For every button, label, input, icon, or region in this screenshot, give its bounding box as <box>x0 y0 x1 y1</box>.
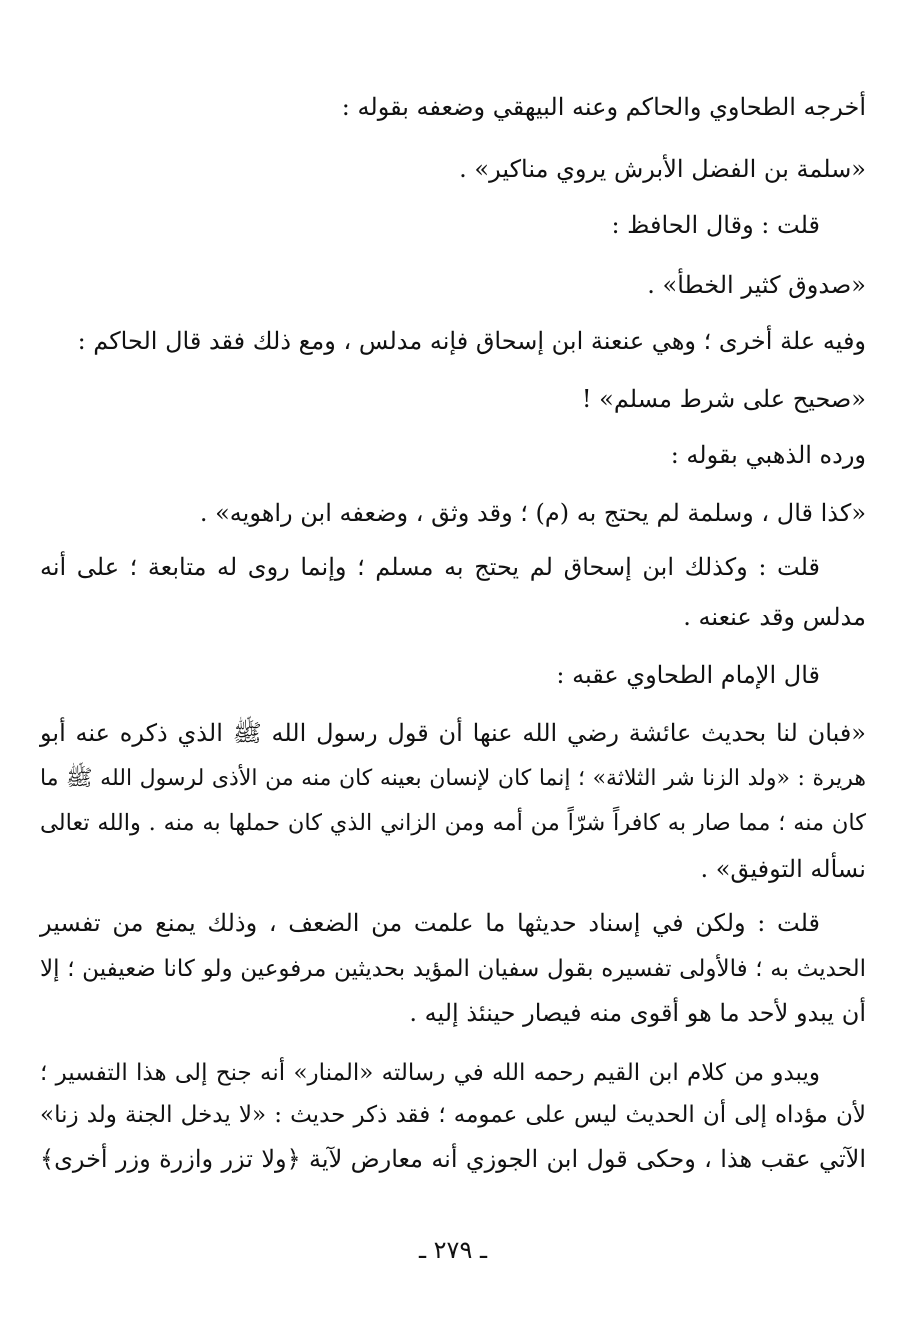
text-line: وفيه علة أخرى ؛ وهي عنعنة ابن إسحاق فإنه مدلس ، ومع ذلك فقد قال الحاكم : <box>77 327 866 355</box>
quote-line: «صدوق كثير الخطأ» . <box>647 271 866 299</box>
text-line: مدلس وقد عنعنه . <box>683 603 866 631</box>
text-line: قلت : وقال الحافظ : <box>611 211 820 239</box>
text-line: أخرجه الطحاوي والحاكم وعنه البيهقي وضعفه بقوله : <box>341 93 866 121</box>
quote-line: «كذا قال ، وسلمة لم يحتج به (م) ؛ وقد وثق ، وضعفه ابن راهويه» . <box>199 499 866 527</box>
quote-line: «سلمة بن الفضل الأبرش يروي مناكير» . <box>459 155 866 183</box>
text-line: ورده الذهبي بقوله : <box>670 441 866 469</box>
text-line: قال الإمام الطحاوي عقبه : <box>556 661 820 689</box>
quote-line: نسأله التوفيق» . <box>700 855 866 883</box>
quote-line: «فبان لنا بحديث عائشة رضي الله عنها أن قول رسول الله ﷺ الذي ذكره عنه أبو <box>40 719 866 747</box>
text-line: الحديث به ؛ فالأولى تفسيره بقول سفيان المؤيد بحديثين مرفوعين ولو كانا ضعيفين ؛ إلا <box>40 956 866 982</box>
text-line: لأن مؤداه إلى أن الحديث ليس على عمومه ؛ فقد ذكر حديث : «لا يدخل الجنة ولد زنا» <box>40 1102 866 1128</box>
quote-line: كان منه ؛ مما صار به كافراً شرّاً من أمه ومن الزاني الذي كان حملها به منه . والله تعالى <box>40 810 866 836</box>
text-line: ويبدو من كلام ابن القيم رحمه الله في رسالته «المنار» أنه جنح إلى هذا التفسير ؛ <box>40 1060 820 1086</box>
quote-line: «صحيح على شرط مسلم» ! <box>581 385 866 413</box>
text-line: قلت : ولكن في إسناد حديثها ما علمت من الضعف ، وذلك يمنع من تفسير <box>40 909 820 937</box>
page-number: ـ ٢٧٩ ـ <box>418 1236 487 1264</box>
text-line: قلت : وكذلك ابن إسحاق لم يحتج به مسلم ؛ وإنما روى له متابعة ؛ على أنه <box>40 553 820 581</box>
quote-line: هريرة : «ولد الزنا شر الثلاثة» ؛ إنما كان لإنسان بعينه كان منه من الأذى لرسول الله ﷺ ما <box>40 766 866 791</box>
text-line: الآتي عقب هذا ، وحكى قول ابن الجوزي أنه معارض لآية ﴿ولا تزر وازرة وزر أخرى﴾ <box>40 1145 866 1173</box>
document-page <box>40 0 866 1340</box>
text-line: أن يبدو لأحد ما هو أقوى منه فيصار حينئذ إليه . <box>409 999 866 1027</box>
